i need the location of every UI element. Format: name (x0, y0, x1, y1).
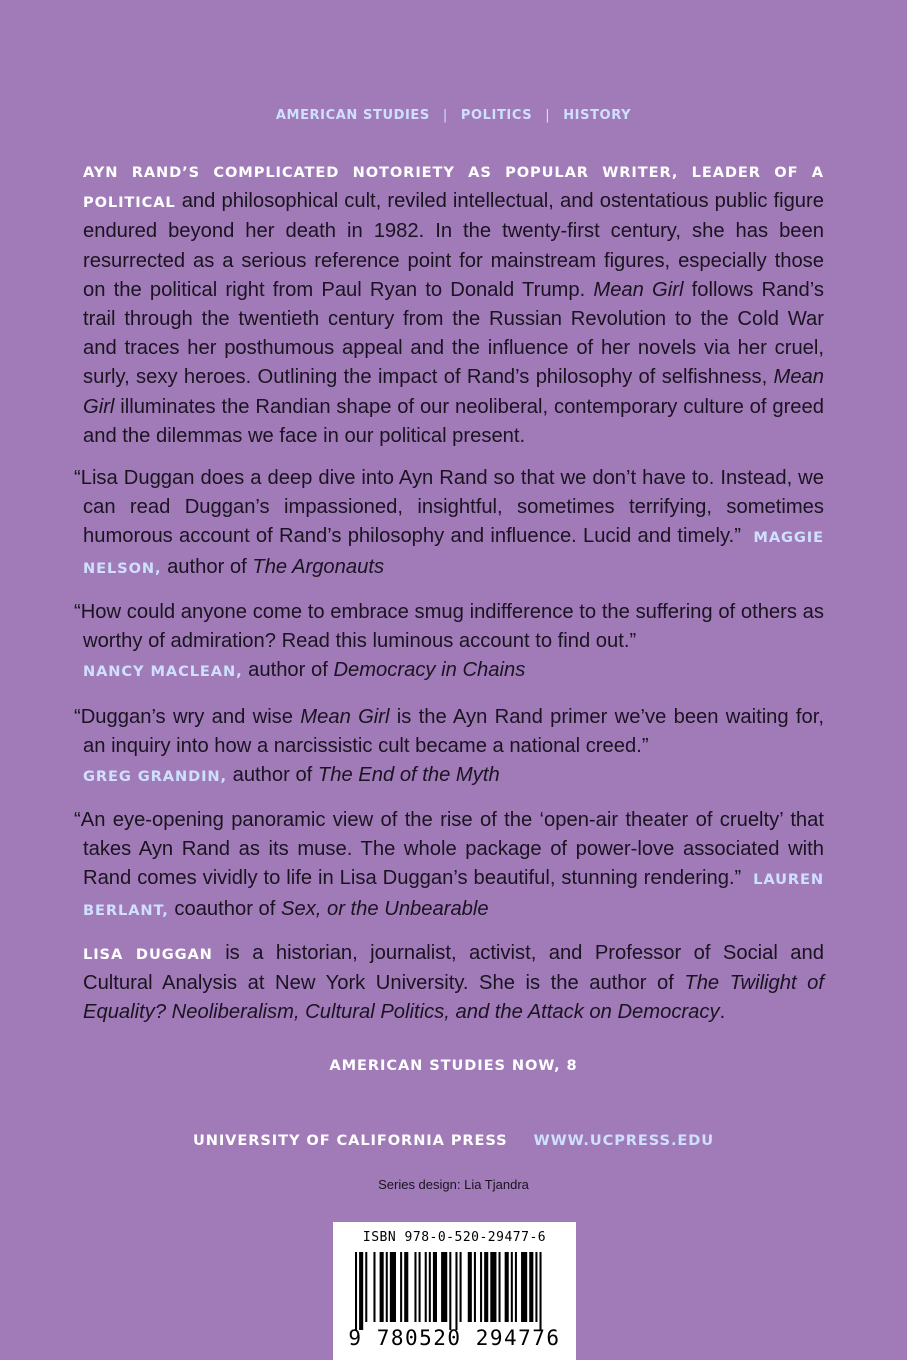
publisher-website[interactable]: WWW.UCPRESS.EDU (533, 1132, 715, 1149)
barcode-bar (373, 1252, 375, 1322)
blurb-author: MAGGIE NELSON, (83, 529, 824, 577)
book-description (83, 157, 824, 451)
barcode-bar (484, 1252, 488, 1322)
blurb-text: “How could anyone come to embrace smug indifference to the suffering of others as worthy of admiration? Read this luminous account to find out.” (74, 601, 824, 653)
blurb-book: The End of the Myth (317, 764, 500, 787)
barcode-bar (480, 1252, 482, 1322)
barcode-bar (400, 1252, 402, 1322)
blurb-text: is the Ayn Rand primer we’ve been waiting for, an inquiry into how a narcissistic cult became a national creed.” (83, 706, 824, 758)
barcode-bars-icon (333, 1252, 576, 1332)
publisher-name: UNIVERSITY OF CALIFORNIA PRESS (192, 1132, 508, 1149)
barcode-bar (521, 1252, 527, 1322)
blurb-book: Sex, or the Unbearable (281, 897, 489, 920)
barcode-bar (419, 1252, 421, 1322)
blurb-role: coauthor of (174, 897, 276, 920)
barcode-bar (515, 1252, 517, 1322)
author-bio (83, 939, 824, 1028)
barcode-bar (425, 1252, 427, 1322)
blurb-lauren-berlant (74, 806, 824, 925)
book-title: Mean Girl (593, 278, 684, 301)
publisher-line (0, 1132, 907, 1150)
blurb-role: author of (248, 659, 328, 682)
bio-author-name: LISA DUGGAN (83, 946, 213, 963)
series-name: AMERICAN STUDIES NOW, 8 (329, 1057, 578, 1074)
design-credit: Series design: Lia Tjandra (378, 1177, 529, 1192)
category-separator: | (442, 108, 448, 123)
category-politics: POLITICS (460, 108, 533, 123)
category-history: HISTORY (563, 108, 632, 123)
barcode-bar (449, 1252, 451, 1330)
barcode-bar (505, 1252, 509, 1322)
blurb-nancy-maclean (74, 598, 824, 687)
barcode-bar (380, 1252, 384, 1322)
series-line (0, 1057, 907, 1075)
description-text: follows Rand’s trail through the twentieth century from the Russian Revolution to the Cold War and traces her posthumous appeal and the influence of her novels via her cruel, surly, sexy heroes. Outlining the impact of Rand’s philosophy of selfishness, (83, 278, 824, 389)
barcode-bar (460, 1252, 462, 1322)
book-title: Mean Girl (300, 706, 390, 728)
blurb-book: The Argonauts (252, 555, 385, 578)
isbn-barcode (333, 1222, 576, 1360)
barcode-bar (355, 1252, 357, 1330)
barcode-bar (365, 1252, 367, 1322)
blurb-author: GREG GRANDIN, (83, 768, 227, 786)
blurb-role: author of (167, 555, 247, 578)
barcode-bar (441, 1252, 447, 1322)
description-text: illuminates the Randian shape of our neoliberal, contemporary culture of greed and the dilemmas we face in our political present. (83, 395, 824, 447)
barcode-bar (429, 1252, 431, 1322)
book-title: Mean Girl (83, 366, 824, 418)
category-list (0, 108, 907, 123)
description-lead: AYN RAND’S COMPLICATED NOTORIETY AS POPULAR WRITER, LEADER OF A POLITICAL (83, 164, 824, 212)
bio-text: is a historian, journalist, activist, and Professor of Social and Cultural Analysis at New York University. She is the author of (83, 942, 824, 995)
bio-book: The Twilight of Equality? Neoliberalism, Cultural Politics, and the Attack on Democracy (83, 972, 824, 1024)
barcode-bar (404, 1252, 408, 1322)
blurb-role: author of (232, 764, 313, 787)
barcode-bar (535, 1252, 537, 1322)
bio-end: . (719, 1001, 726, 1024)
category-separator: | (545, 108, 551, 123)
barcode-bar (455, 1252, 457, 1330)
barcode-bar (540, 1252, 542, 1330)
blurb-maggie-nelson (74, 464, 824, 583)
barcode-digits: 9 780520 294776 (348, 1326, 561, 1350)
barcode-bar (490, 1252, 496, 1322)
barcode-bar (390, 1252, 396, 1322)
blurb-book: Democracy in Chains (333, 659, 526, 682)
barcode-bar (499, 1252, 501, 1322)
blurb-author: NANCY MACLEAN, (83, 663, 243, 681)
barcode-bar (433, 1252, 437, 1322)
description-text: and philosophical cult, reviled intellectual, and ostentatious public figure endured beyond her death in 1982. In the twenty-first century, she has been resurrected as a serious reference point for mainstream figures, especially those on the political right from Paul Ryan to Donald Trump. (83, 190, 824, 301)
barcode-bar (529, 1252, 533, 1322)
barcode-bar (414, 1252, 416, 1322)
blurb-author: LAUREN BERLANT, (83, 871, 824, 919)
category-american-studies: AMERICAN STUDIES (275, 108, 430, 123)
blurb-text: “Lisa Duggan does a deep dive into Ayn Rand so that we don’t have to. Instead, we can read Duggan’s impassioned, insightful, sometimes terrifying, sometimes humorous account of Rand’s philosophy and influence. Lucid and timely.” (74, 467, 824, 548)
barcode-bar (474, 1252, 476, 1322)
barcode-bar (468, 1252, 472, 1322)
blurb-greg-grandin (74, 703, 824, 792)
blurb-text: “An eye-opening panoramic view of the rise of the ‘open-air theater of cruelty’ that takes Ayn Rand as its muse. The whole package of power-love associated with Rand comes vividly to life in Lisa Duggan’s beautiful, stunning rendering.” (74, 809, 824, 890)
barcode-bar (386, 1252, 388, 1322)
barcode-bar (359, 1252, 363, 1330)
isbn-label: ISBN 978-0-520-29477-6 (362, 1230, 547, 1245)
barcode-bar (511, 1252, 513, 1322)
blurb-text: “Duggan’s wry and wise (74, 706, 301, 728)
